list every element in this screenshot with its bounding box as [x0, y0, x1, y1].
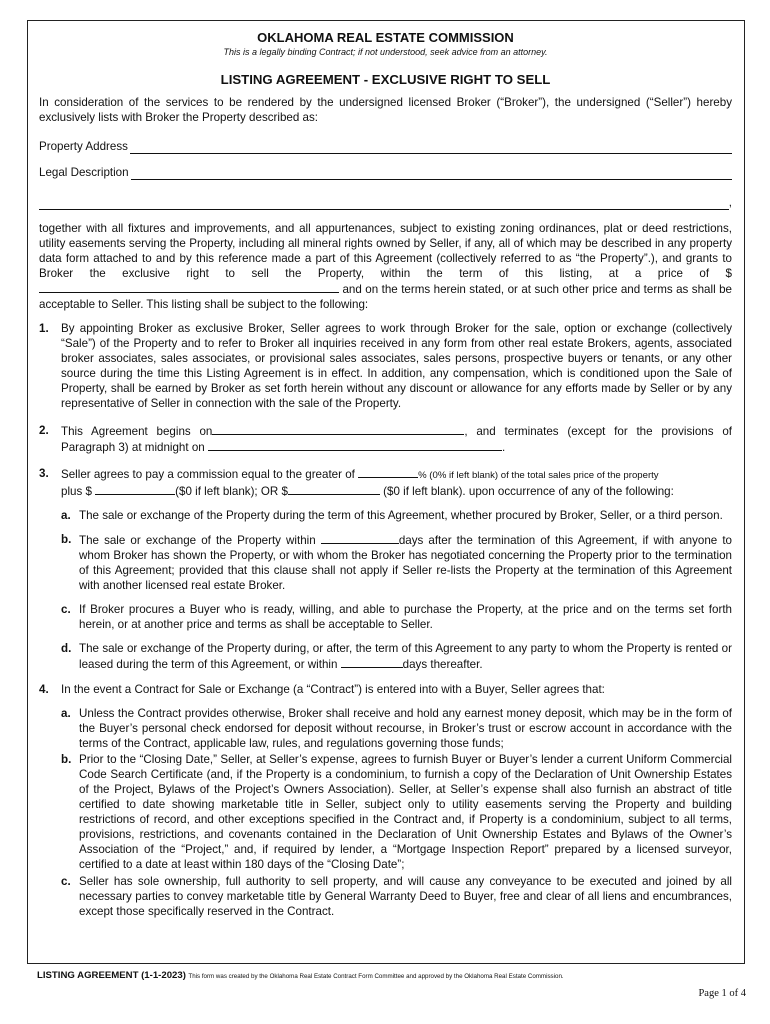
page-number: Page 1 of 4 — [698, 988, 746, 999]
section-4b-letter: b. — [61, 753, 72, 766]
document-body — [39, 30, 732, 919]
section-3-text-b: % (0% if left blank) of the total sales price of the property — [418, 470, 659, 481]
section-3b-text-pre: The sale or exchange of the Property within — [79, 534, 316, 547]
section-4a-text: Unless the Contract provides otherwise, Broker shall receive and hold any earnest money deposit, which may be in the form of the Buyer’s personal check endorsed for deposit without recourse, in Broker’s trust or escrow account in accordance with the terms of the Contract, applicable law, rules, and regulations governing those funds; — [79, 707, 732, 750]
section-3a-text: The sale or exchange of the Property during the term of this Agreement, whether procured by Broker, Seller, or a third person. — [79, 509, 723, 522]
section-3b — [61, 532, 732, 593]
section-3b-letter: b. — [61, 533, 72, 546]
section-3-text-e: ($0 if left blank). upon occurrence of any of the following: — [383, 485, 674, 498]
legal-description-row — [39, 165, 732, 180]
commission-percent-field[interactable] — [358, 466, 418, 478]
property-address-row — [39, 139, 732, 154]
section-4c-text: Seller has sole ownership, full authority to sell property, and will cause any conveyance to be executed and joined by all necessary parties to convey marketable title by General Warranty Deed to Buyer, free and clear of all liens and encumbrances, except those specifically reserved in the Contract. — [79, 875, 732, 918]
section-1-text: By appointing Broker as exclusive Broker, Seller agrees to work through Broker for the sale, option or exchange (collectively “Sale”) of the Property and to refer to Broker all inquiries received in any form from other real estate Brokers, agents, associated broker associates, sales associates, or provisional sales associates, sales persons, prospective buyers or tenants, or any other source during the time this Listing Agreement is in effect. In addition, any compensation, which is conditioned upon the Sale of Property, shall be earned by Broker as set forth herein without any discount or allowance for any efforts made by Seller or by any representative of Seller in connection with the sale of the Property. — [61, 322, 732, 410]
section-4a-letter: a. — [61, 707, 71, 720]
disclaimer: This is a legally binding Contract; if not understood, seek advice from an attorney. — [223, 47, 548, 57]
section-3 — [39, 466, 732, 499]
section-3c — [61, 602, 732, 632]
section-2-number: 2. — [39, 424, 49, 437]
property-paragraph-text-1: together with all fixtures and improvements, and all appurtenances, subject to existing zoning ordinances, plat or deed restrictions, utility easements serving the Property, including all mineral rights owned by Seller, if any, all of which may be described in any property data form attached to and by this reference made a part of this Agreement (collectively referred to as “the Property”.), and grants to Broker the exclusive right to sell the Property, within the term of this listing, at a price of — [39, 222, 732, 280]
legal-description-label: Legal Description — [39, 166, 129, 179]
lease-days-field[interactable] — [341, 656, 403, 668]
property-paragraph-text-2: and on the terms herein stated, or at such other price and terms as shall be acceptable to Seller. This listing shall be subject to the following: — [39, 283, 732, 311]
footer — [37, 970, 564, 981]
section-4b-text: Prior to the “Closing Date,” Seller, at Seller’s expense, agrees to furnish Buyer or Buyer’s lender a current Uniform Commercial Code Search Certificate (and, if the Property is a condominium, to furnish a copy of the Declaration of Unit Ownership Estates of the Project, Bylaws of the Project’s Owners Association). Seller, at Seller’s expense shall also furnish an abstract of title certified to date showing marketable title in Seller, subject only to utility easements serving the Property and building restrictions of record, and other exceptions specified in the Contract and, if Property is a condominium, subject to all terms, provisions, restrictions, and covenants contained in the Declaration of Unit Ownership Estates and Bylaws of the Owner’s Association of the “Project,” and, if required by lender, a “Mortgage Inspection Report” prepared by a licensed surveyor, certified to a date at least within 180 days of the “Closing Date”; — [79, 753, 732, 871]
footer-note: This form was created by the Oklahoma Real Estate Contract Form Committee and approved by the Oklahoma Real Estate Commission. — [188, 973, 564, 980]
section-3d-letter: d. — [61, 642, 72, 655]
section-4-text: In the event a Contract for Sale or Exchange (a “Contract”) is entered into with a Buyer, Seller agrees that: — [61, 683, 605, 696]
section-3d — [61, 641, 732, 672]
section-2-text-a: This Agreement begins on — [61, 425, 213, 438]
protection-days-field[interactable] — [321, 532, 399, 544]
commission-flat-field[interactable] — [288, 483, 380, 495]
section-4b — [61, 752, 732, 872]
section-3c-letter: c. — [61, 603, 71, 616]
document-title: LISTING AGREEMENT - EXCLUSIVE RIGHT TO SELL — [220, 72, 551, 87]
property-address-field[interactable] — [130, 142, 732, 154]
section-3-number: 3. — [39, 467, 49, 480]
section-3-text-d: ($0 if left blank); OR $ — [175, 485, 288, 498]
section-2-text-b: , and terminates (except for the provisions of Paragraph 3) at midnight on — [61, 425, 732, 454]
section-3c-text: If Broker procures a Buyer who is ready, willing, and able to purchase the Property, at the price and on the terms set forth herein, or at another price and terms as shall be acceptable to Seller. — [79, 603, 732, 631]
section-3a — [61, 508, 732, 523]
property-address-label: Property Address — [39, 140, 128, 153]
legal-description-field-2[interactable] — [39, 198, 729, 210]
commission-plus-field[interactable] — [95, 483, 175, 495]
section-3a-letter: a. — [61, 509, 71, 522]
commission-heading: OKLAHOMA REAL ESTATE COMMISSION — [257, 30, 514, 45]
section-3-text-a: Seller agrees to pay a commission equal to the greater of — [61, 468, 355, 481]
footer-label: LISTING AGREEMENT (1-1-2023) — [37, 970, 186, 981]
begin-date-field[interactable] — [212, 423, 464, 435]
end-date-field[interactable] — [208, 439, 502, 451]
section-3d-text-post: days thereafter. — [402, 658, 483, 671]
section-1 — [39, 321, 732, 411]
section-3-text-c: plus $ — [61, 485, 92, 498]
section-3d-text-pre: The sale or exchange of the Property during, or after, the term of this Agreement to any party to whom the Property is rented or leased during the term of this Agreement, or within — [79, 642, 732, 671]
section-4c — [61, 874, 732, 919]
section-3b-text-post: days after the termination of this Agreement, if with anyone to whom Broker has shown the Property, or with whom the Broker has negotiated concerning the Property prior to the termination of this Agreement; provided that this clause shall not apply if Seller re-lists the Property at the termination of this Agreement with another licensed real estate Broker. — [79, 534, 732, 592]
legal-description-field[interactable] — [131, 168, 732, 180]
intro-paragraph: In consideration of the services to be rendered by the undersigned licensed Broker (“Broker”), the undersigned (“Seller”) hereby exclusively lists with Broker the Property described as: — [39, 96, 732, 124]
section-2 — [39, 423, 732, 455]
listing-price-field[interactable] — [39, 281, 339, 293]
section-4a — [61, 706, 732, 751]
section-4 — [39, 682, 732, 697]
section-4-number: 4. — [39, 683, 49, 696]
legal-description-row-2: , — [39, 195, 732, 210]
section-2-text-c: . — [501, 441, 506, 454]
price-dollar-sign: $ — [725, 267, 732, 280]
section-1-number: 1. — [39, 322, 49, 335]
property-paragraph — [39, 221, 732, 312]
section-4c-letter: c. — [61, 875, 71, 888]
